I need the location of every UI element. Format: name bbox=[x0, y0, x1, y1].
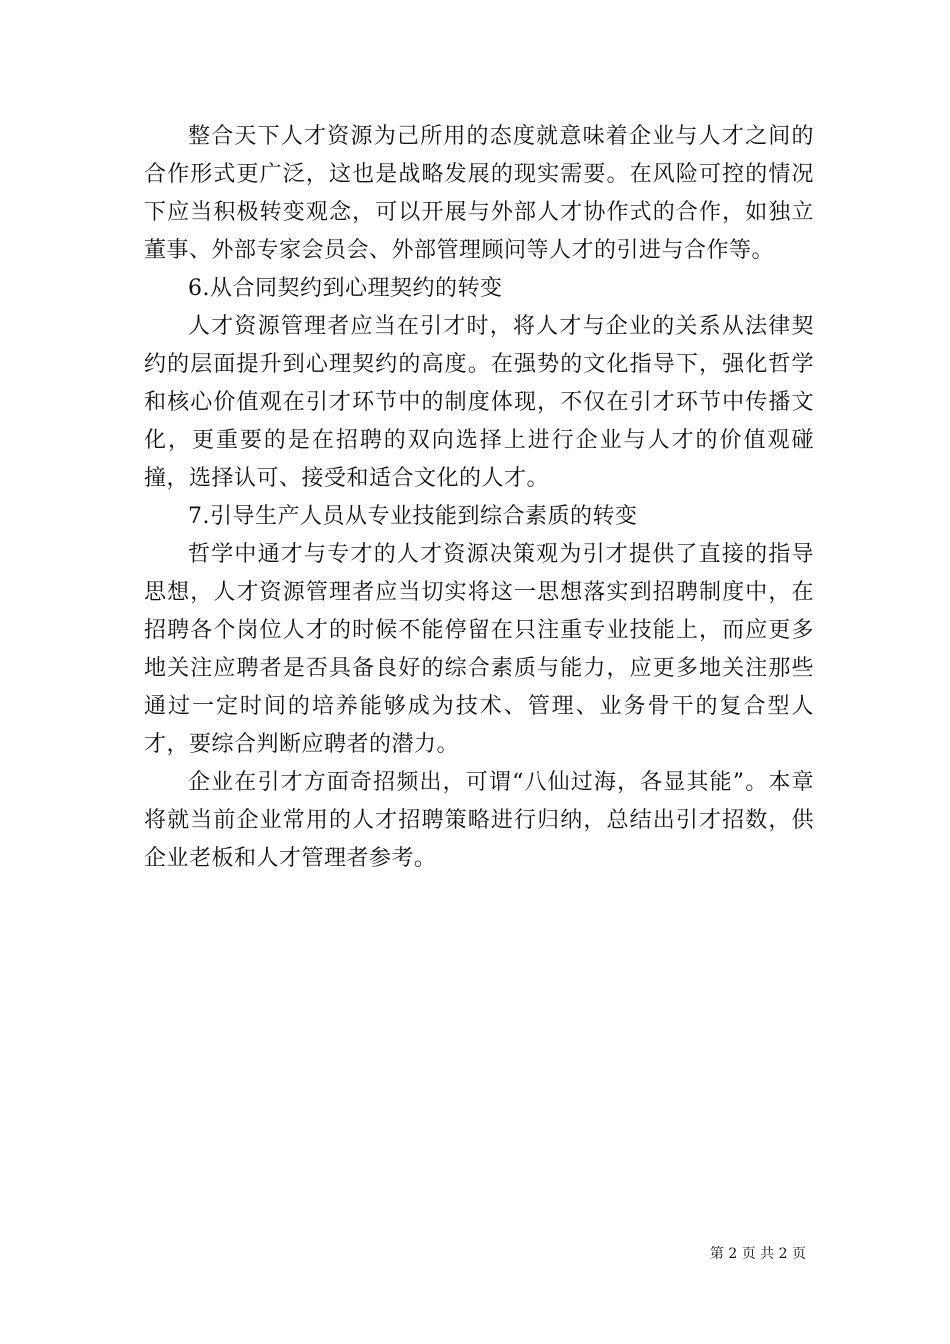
paragraph-talent-integration: 整合天下人才资源为己所用的态度就意味着企业与人才之间的合作形式更广泛，这也是战略发展的现实需要。在风险可控的情况下应当积极转变观念，可以开展与外部人才协作式的合作，如独立董事、外部专家会员会、外部管理顾问等人才的引进与合作等。 bbox=[144, 124, 814, 263]
page-number-footer: 第 2 页 共 2 页 bbox=[709, 1246, 806, 1262]
section-heading-6: 6.从合同契约到心理契约的转变 bbox=[188, 276, 503, 301]
paragraph-psychological-contract: 人才资源管理者应当在引才时，将人才与企业的关系从法律契约的层面提升到心理契约的高度。在强势的文化指导下，强化哲学和核心价值观在引才环节中的制度体现，不仅在引才环节中传播文化，更重要的是在招聘的双向选择上进行企业与人才的价值观碰撞，选择认可、接受和适合文化的人才。 bbox=[144, 314, 814, 491]
section-heading-7: 7.引导生产人员从专业技能到综合素质的转变 bbox=[188, 504, 638, 529]
paragraph-comprehensive-quality: 哲学中通才与专才的人才资源决策观为引才提供了直接的指导思想，人才资源管理者应当切实将这一思想落实到招聘制度中，在招聘各个岗位人才的时候不能停留在只注重专业技能上，而应更多地关注应聘者是否具备良好的综合素质与能力，应更多地关注那些通过一定时间的培养能够成为技术、管理、业务骨干的复合型人才，要综合判断应聘者的潜力。 bbox=[144, 542, 814, 757]
document-body bbox=[144, 118, 814, 878]
paragraph-chapter-intro: 企业在引才方面奇招频出，可谓“八仙过海，各显其能”。本章将就当前企业常用的人才招聘策略进行归纳，总结出引才招数，供企业老板和人才管理者参考。 bbox=[144, 770, 814, 871]
